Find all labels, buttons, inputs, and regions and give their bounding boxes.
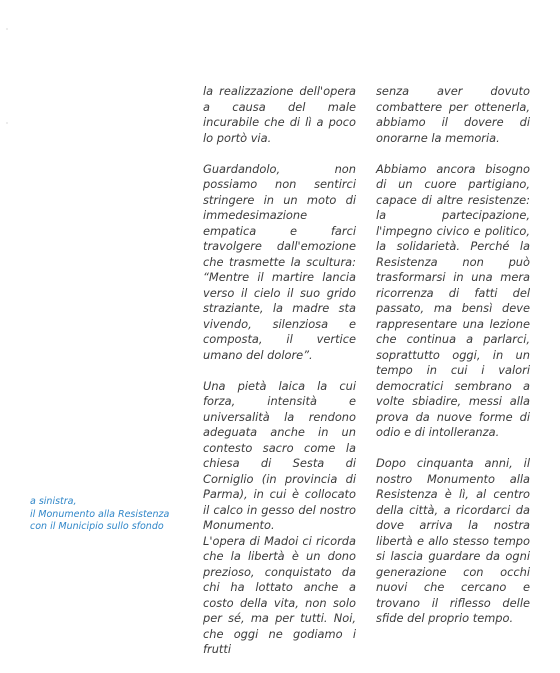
margin-mark <box>6 28 8 30</box>
paragraph: Dopo cinquanta anni, il nostro Monumento alla Resistenza è lì, al centro della città, a ricordarci da dove arriva la nostra libertà e allo stesso tempo si lascia guardare da ogni generazione con occhi nuovi che cercano e trovano il riflesso delle sfide del proprio tempo. <box>376 456 530 625</box>
paragraph: Una pietà laica la cui forza, intensità e universalità la rendono adeguata anche in un contesto sacro come la chiesa di Sesta di Corniglio (in provincia di Parma), in cui è collocato il calco in gesso del nostro Monumento. <box>203 378 356 532</box>
caption-line: il Monumento alla Resistenza <box>30 508 170 520</box>
paragraph: L'opera di Madoi ci ricorda che la libertà è un dono prezioso, conquistato da chi ha lottato anche a costo della vita, non solo per sé, ma per tutti. Noi, che oggi ne godiamo i frutti <box>203 533 356 656</box>
right-text-column <box>376 84 530 642</box>
paragraph: Guardandolo, non possiamo non sentirci stringere in un moto di immedesimazione empatica e farci travolgere dall'emozione che trasmette la scultura: “Mentre il martire lancia verso il cielo il suo grido straziante, la madre sta vivendo, silenziosa e composta, il vertice umano del dolore”. <box>203 161 356 362</box>
paragraph: Abbiamo ancora bisogno di un cuore partigiano, capace di altre resistenze: la partecipazione, l'impegno civico e politico, la solidarietà. Perché la Resistenza non può trasformarsi in una mera ricorrenza di fatti del passato, ma bensì deve rappresentare una lezione che continua a parlarci, soprattutto oggi, in un tempo in cui i valori democratici sembrano a volte sbiadire, messi alla prova da nuove forme di odio e di intolleranza. <box>376 161 530 439</box>
margin-mark <box>6 122 8 124</box>
paragraph: la realizzazione dell'opera a causa del male incurabile che di lì a poco lo portò via. <box>203 84 356 145</box>
photo-caption <box>30 496 169 534</box>
caption-line: con il Municipio sullo sfondo <box>30 521 164 532</box>
middle-text-column <box>203 84 356 673</box>
caption-line: a sinistra, <box>30 496 77 507</box>
paragraph: senza aver dovuto combattere per ottenerla, abbiamo il dovere di onorarne la memoria. <box>376 84 530 145</box>
